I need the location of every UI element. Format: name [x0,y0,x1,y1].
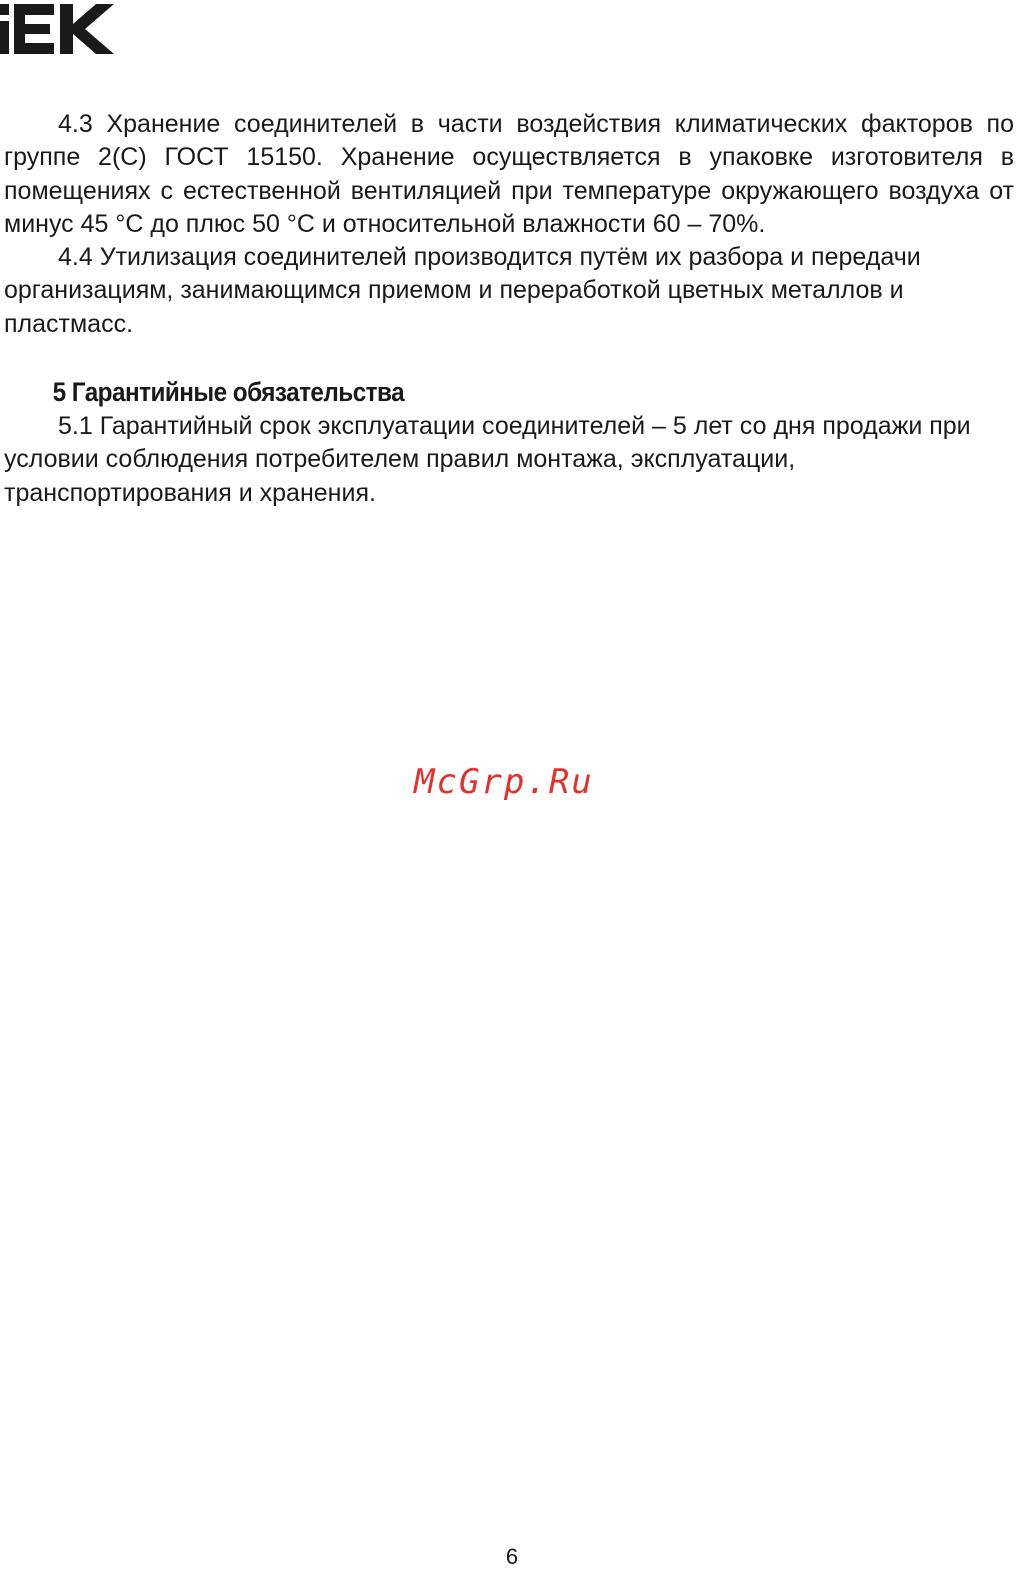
page-number: 6 [505,1544,519,1569]
iek-logo [0,4,116,54]
document-body [4,108,1014,510]
paragraph-4-4: 4.4 Утилизация соединителей производится путём их разбора и передачи организациям, занимающимся приемом и переработкой цветных металлов и пластмасс. [4,243,921,338]
watermark: McGrp.Ru [414,762,594,802]
paragraph-5-1: 5.1 Гарантийный срок эксплуатации соединителей – 5 лет со дня продажи при условии соблюдения потребителем правил монтажа, эксплуатации, транспортирования и хранения. [4,412,971,507]
paragraph-4-3: 4.3 Хранение соединителей в части воздействия климатических факторов по группе 2(С) ГОСТ 15150. Хранение осуществляется в упаковке изготовителя в помещениях с естественной вентиляцией при температуре окружающего воздуха от минус 45 °С до плюс 50 °С и относительной влажности 60 – 70%. [4,110,1014,238]
section-5-heading: 5 Гарантийные обязательства [52,377,405,408]
